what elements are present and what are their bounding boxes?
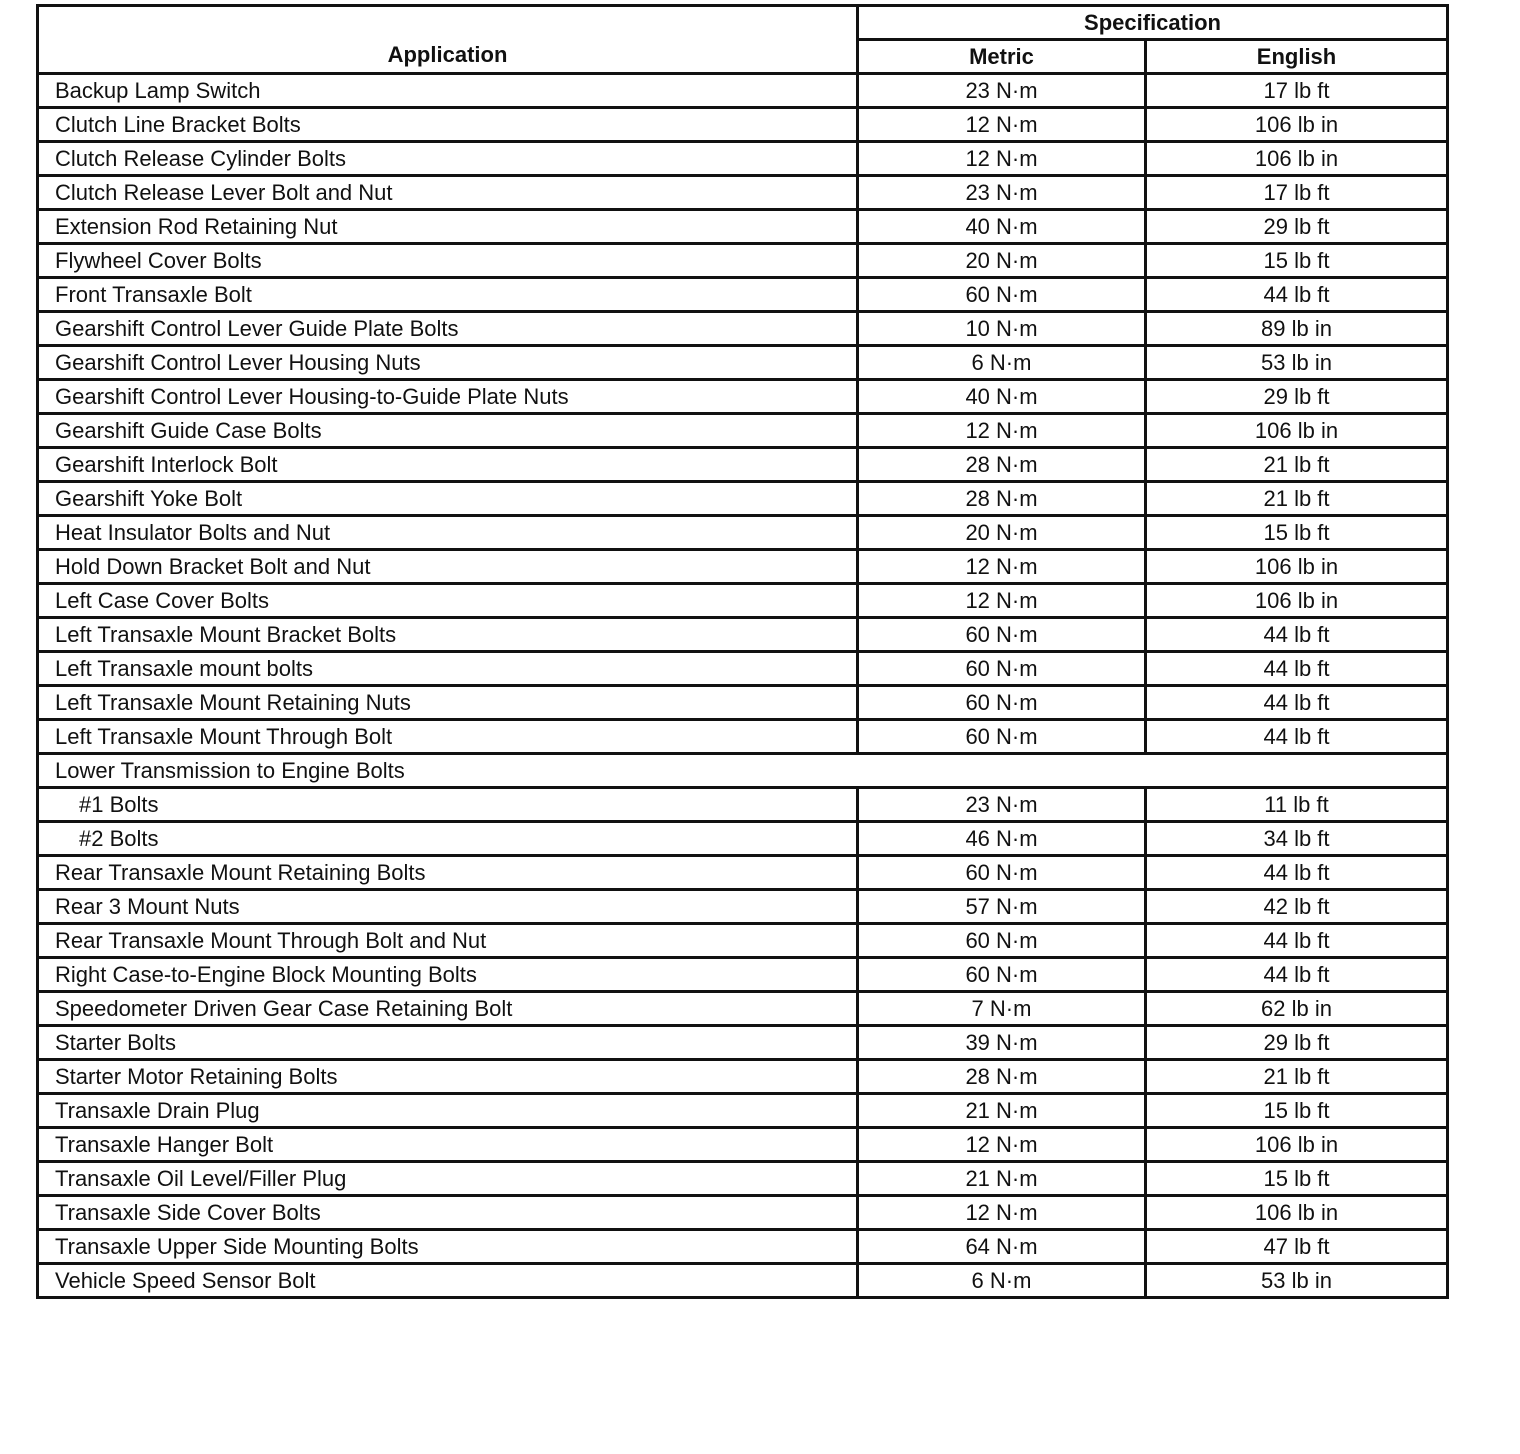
table-row [38, 1230, 1448, 1264]
english-value-cell: 15 lb ft [1146, 1162, 1448, 1196]
application-cell: Left Transaxle Mount Bracket Bolts [38, 618, 858, 652]
metric-value-cell: 60 N·m [858, 958, 1146, 992]
english-value-cell: 15 lb ft [1146, 1094, 1448, 1128]
english-value-cell: 106 lb in [1146, 414, 1448, 448]
application-cell: #2 Bolts [38, 822, 858, 856]
metric-value-cell: 64 N·m [858, 1230, 1146, 1264]
table-row [38, 516, 1448, 550]
application-cell: Extension Rod Retaining Nut [38, 210, 858, 244]
application-cell: Transaxle Drain Plug [38, 1094, 858, 1128]
application-cell: Transaxle Upper Side Mounting Bolts [38, 1230, 858, 1264]
application-cell: Hold Down Bracket Bolt and Nut [38, 550, 858, 584]
english-value-cell: 89 lb in [1146, 312, 1448, 346]
metric-value-cell: 60 N·m [858, 856, 1146, 890]
metric-value-cell: 12 N·m [858, 550, 1146, 584]
application-cell: #1 Bolts [38, 788, 858, 822]
table-row [38, 856, 1448, 890]
english-value-cell: 44 lb ft [1146, 686, 1448, 720]
table-row [38, 652, 1448, 686]
table-row [38, 210, 1448, 244]
table-row [38, 1094, 1448, 1128]
application-cell: Flywheel Cover Bolts [38, 244, 858, 278]
table-row [38, 448, 1448, 482]
metric-value-cell: 23 N·m [858, 74, 1146, 108]
application-cell: Clutch Release Cylinder Bolts [38, 142, 858, 176]
metric-value-cell: 23 N·m [858, 788, 1146, 822]
table-row [38, 1162, 1448, 1196]
table-row [38, 142, 1448, 176]
metric-value-cell: 12 N·m [858, 414, 1146, 448]
metric-value-cell: 10 N·m [858, 312, 1146, 346]
table-row [38, 924, 1448, 958]
application-cell: Gearshift Control Lever Housing-to-Guide Plate Nuts [38, 380, 858, 414]
english-value-cell: 17 lb ft [1146, 176, 1448, 210]
english-value-cell: 47 lb ft [1146, 1230, 1448, 1264]
application-cell: Front Transaxle Bolt [38, 278, 858, 312]
english-value-cell: 106 lb in [1146, 142, 1448, 176]
application-cell: Rear Transaxle Mount Through Bolt and Nut [38, 924, 858, 958]
table-group-row [38, 754, 1448, 788]
table-row [38, 550, 1448, 584]
table-row [38, 788, 1448, 822]
english-value-cell: 15 lb ft [1146, 516, 1448, 550]
table-row [38, 108, 1448, 142]
metric-value-cell: 12 N·m [858, 1196, 1146, 1230]
metric-value-cell: 60 N·m [858, 686, 1146, 720]
english-value-cell: 29 lb ft [1146, 210, 1448, 244]
english-value-cell: 106 lb in [1146, 1196, 1448, 1230]
metric-value-cell: 39 N·m [858, 1026, 1146, 1060]
metric-value-cell: 6 N·m [858, 346, 1146, 380]
english-value-cell: 29 lb ft [1146, 1026, 1448, 1060]
metric-value-cell: 28 N·m [858, 482, 1146, 516]
metric-value-cell: 60 N·m [858, 278, 1146, 312]
table-row [38, 312, 1448, 346]
table-header [38, 6, 1448, 74]
metric-value-cell: 40 N·m [858, 210, 1146, 244]
application-cell: Right Case-to-Engine Block Mounting Bolts [38, 958, 858, 992]
english-value-cell: 11 lb ft [1146, 788, 1448, 822]
application-cell: Transaxle Hanger Bolt [38, 1128, 858, 1162]
metric-value-cell: 7 N·m [858, 992, 1146, 1026]
english-value-cell: 21 lb ft [1146, 1060, 1448, 1094]
metric-value-cell: 40 N·m [858, 380, 1146, 414]
metric-value-cell: 60 N·m [858, 618, 1146, 652]
english-value-cell: 44 lb ft [1146, 958, 1448, 992]
table-row [38, 686, 1448, 720]
metric-value-cell: 60 N·m [858, 720, 1146, 754]
table-row [38, 380, 1448, 414]
application-cell: Lower Transmission to Engine Bolts [38, 754, 1448, 788]
english-value-cell: 53 lb in [1146, 1264, 1448, 1298]
table-row [38, 618, 1448, 652]
table-row [38, 958, 1448, 992]
metric-value-cell: 12 N·m [858, 108, 1146, 142]
english-value-cell: 53 lb in [1146, 346, 1448, 380]
metric-value-cell: 28 N·m [858, 448, 1146, 482]
application-cell: Clutch Release Lever Bolt and Nut [38, 176, 858, 210]
table-row [38, 244, 1448, 278]
metric-value-cell: 12 N·m [858, 142, 1146, 176]
metric-value-cell: 20 N·m [858, 516, 1146, 550]
english-value-cell: 34 lb ft [1146, 822, 1448, 856]
metric-value-cell: 57 N·m [858, 890, 1146, 924]
english-value-cell: 44 lb ft [1146, 856, 1448, 890]
metric-value-cell: 20 N·m [858, 244, 1146, 278]
application-cell: Left Transaxle Mount Through Bolt [38, 720, 858, 754]
application-cell: Backup Lamp Switch [38, 74, 858, 108]
application-cell: Gearshift Guide Case Bolts [38, 414, 858, 448]
metric-value-cell: 12 N·m [858, 1128, 1146, 1162]
application-cell: Left Transaxle mount bolts [38, 652, 858, 686]
metric-value-cell: 21 N·m [858, 1162, 1146, 1196]
english-value-cell: 106 lb in [1146, 550, 1448, 584]
english-value-cell: 29 lb ft [1146, 380, 1448, 414]
table-row [38, 720, 1448, 754]
table-row [38, 414, 1448, 448]
application-cell: Gearshift Control Lever Guide Plate Bolts [38, 312, 858, 346]
english-value-cell: 17 lb ft [1146, 74, 1448, 108]
english-value-cell: 21 lb ft [1146, 448, 1448, 482]
application-cell: Left Transaxle Mount Retaining Nuts [38, 686, 858, 720]
application-cell: Gearshift Interlock Bolt [38, 448, 858, 482]
table-row [38, 822, 1448, 856]
metric-column-header: Metric [858, 40, 1146, 74]
table-row [38, 1264, 1448, 1298]
metric-value-cell: 23 N·m [858, 176, 1146, 210]
application-cell: Rear Transaxle Mount Retaining Bolts [38, 856, 858, 890]
table-row [38, 1060, 1448, 1094]
metric-value-cell: 28 N·m [858, 1060, 1146, 1094]
metric-value-cell: 6 N·m [858, 1264, 1146, 1298]
english-value-cell: 15 lb ft [1146, 244, 1448, 278]
application-cell: Transaxle Side Cover Bolts [38, 1196, 858, 1230]
metric-value-cell: 21 N·m [858, 1094, 1146, 1128]
english-value-cell: 62 lb in [1146, 992, 1448, 1026]
specification-group-header: Specification [858, 6, 1448, 40]
english-value-cell: 44 lb ft [1146, 618, 1448, 652]
english-column-header: English [1146, 40, 1448, 74]
table-row [38, 584, 1448, 618]
application-cell: Gearshift Control Lever Housing Nuts [38, 346, 858, 380]
application-cell: Vehicle Speed Sensor Bolt [38, 1264, 858, 1298]
english-value-cell: 106 lb in [1146, 1128, 1448, 1162]
torque-specification-table [36, 4, 1449, 1299]
application-cell: Starter Motor Retaining Bolts [38, 1060, 858, 1094]
metric-value-cell: 60 N·m [858, 652, 1146, 686]
table-row [38, 482, 1448, 516]
metric-value-cell: 60 N·m [858, 924, 1146, 958]
application-cell: Left Case Cover Bolts [38, 584, 858, 618]
application-cell: Speedometer Driven Gear Case Retaining Bolt [38, 992, 858, 1026]
application-column-header: Application [38, 6, 858, 74]
application-cell: Starter Bolts [38, 1026, 858, 1060]
metric-value-cell: 12 N·m [858, 584, 1146, 618]
english-value-cell: 106 lb in [1146, 584, 1448, 618]
table-row [38, 992, 1448, 1026]
english-value-cell: 44 lb ft [1146, 924, 1448, 958]
application-cell: Rear 3 Mount Nuts [38, 890, 858, 924]
table-row [38, 278, 1448, 312]
english-value-cell: 44 lb ft [1146, 278, 1448, 312]
table-row [38, 1128, 1448, 1162]
table-body [38, 74, 1448, 1298]
application-cell: Transaxle Oil Level/Filler Plug [38, 1162, 858, 1196]
english-value-cell: 106 lb in [1146, 108, 1448, 142]
table-row [38, 74, 1448, 108]
application-cell: Gearshift Yoke Bolt [38, 482, 858, 516]
application-cell: Clutch Line Bracket Bolts [38, 108, 858, 142]
table-row [38, 176, 1448, 210]
table-row [38, 1196, 1448, 1230]
english-value-cell: 21 lb ft [1146, 482, 1448, 516]
english-value-cell: 44 lb ft [1146, 720, 1448, 754]
english-value-cell: 42 lb ft [1146, 890, 1448, 924]
table-row [38, 1026, 1448, 1060]
table-row [38, 346, 1448, 380]
metric-value-cell: 46 N·m [858, 822, 1146, 856]
table-row [38, 890, 1448, 924]
english-value-cell: 44 lb ft [1146, 652, 1448, 686]
application-cell: Heat Insulator Bolts and Nut [38, 516, 858, 550]
